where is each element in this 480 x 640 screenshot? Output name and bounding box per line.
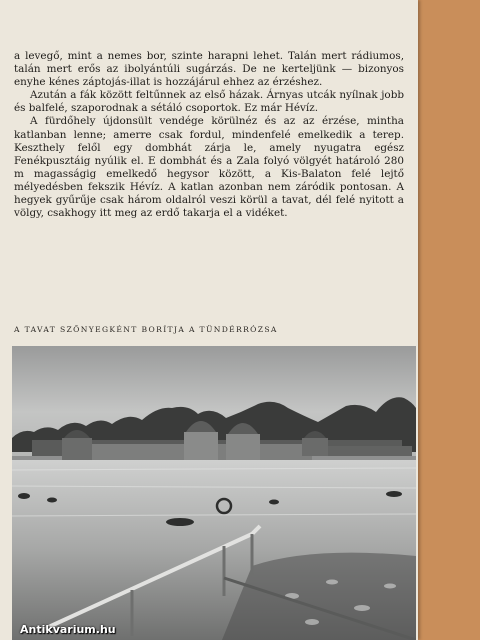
photo-caption: A TAVAT SZŐNYEGKÉNT BORÍTJA A TÜNDÉRRÓZSA <box>14 325 278 334</box>
lake-photo-illustration <box>12 346 416 640</box>
watermark: Antikvarium.hu <box>20 623 116 636</box>
lake-photo <box>12 346 416 640</box>
paragraph-2: Azután a fák között feltűnnek az első házak. Árnyas utcák nyílnak jobb és balfelé, szaporodnak a sétáló csoportok. Ez már Hévíz. <box>14 89 404 115</box>
body-text <box>14 50 404 220</box>
paragraph-1: a levegő, mint a nemes bor, szinte harapni lehet. Talán mert rádiumos, talán mert erős az ibolyántúli sugárzás. De ne kerteljünk — bizonyos enyhe kénes záptojás-illat is hozzájárul ehhez az érzéshez. <box>14 50 404 89</box>
paragraph-3: A fürdőhely újdonsült vendége körülnéz és az az érzése, mintha katlanban lenne; amerre csak fordul, mindenfelé emelkedik a terep. Keszthely felől egy dombhát zárja le, amely nyugatra egész Fenékpusztáig nyúlik el. E dombhát és a Zala folyó völgyét határoló 280 m magasságig emelkedő hegysor között, a Kis-Balaton felé lejtő mélyedésben fekszik Hévíz. A katlan azonban nem záródik pontosan. A hegyek gyűrűje csak három oldalról veszi körül a tavat, dél felé nyitott a völgy, csakhogy itt meg az erdő takarja el a vidéket. <box>14 115 404 220</box>
